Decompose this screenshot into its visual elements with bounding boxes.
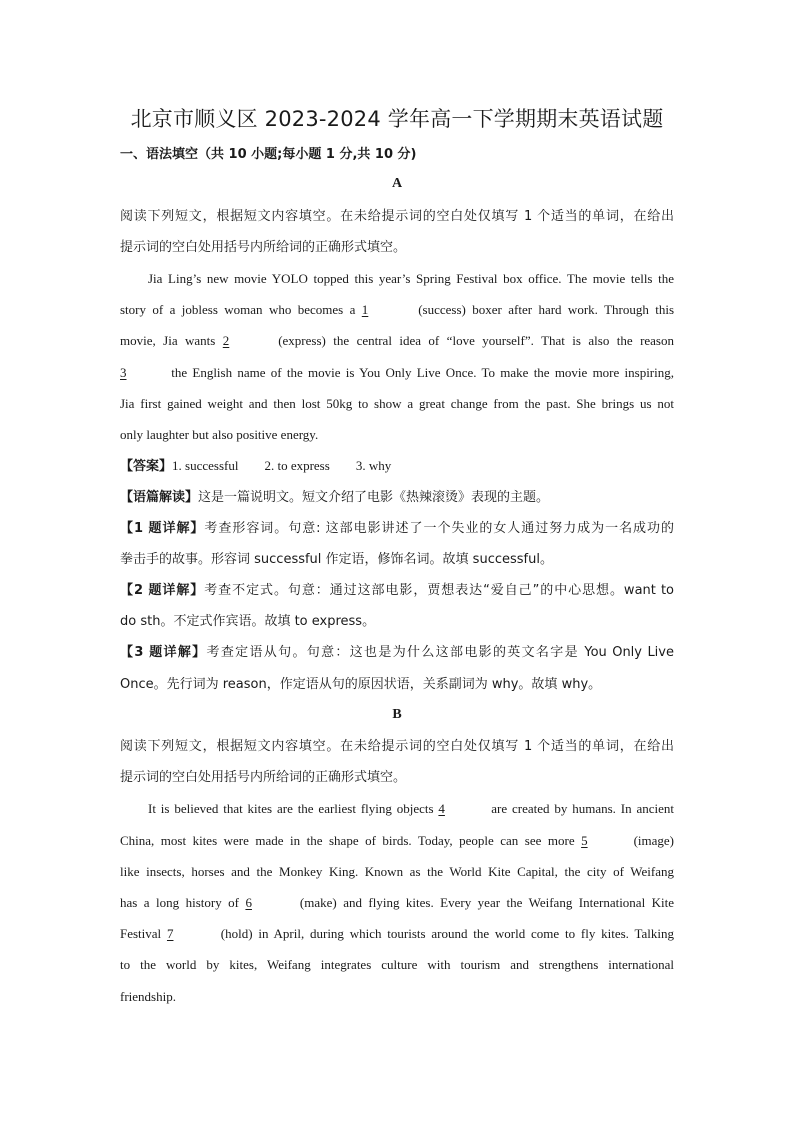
blank-1[interactable]: 1 (361, 302, 369, 317)
answer-line (120, 457, 674, 476)
part-a-label: A (391, 176, 403, 191)
part-a-passage-line-4 (120, 364, 674, 382)
detail-1-line-2: 拳击手的故事。形容词 successful 作定语，修饰名词。故填 successful。 (120, 552, 553, 567)
section-heading: 一、语法填空（共 10 小题;每小题 1 分,共 10 分) (120, 147, 417, 162)
text-segment: It is believed that kites are the earliest flying objects (148, 801, 434, 816)
text-segment: has a long history of (120, 895, 239, 910)
text-segment: (hold) in April, during which tourists around the world come to fly kites. Talking (220, 926, 675, 941)
detail-1-label: 【1 题详解】 (120, 521, 205, 536)
reading-line (120, 489, 674, 507)
part-b-label: B (392, 707, 402, 722)
part-a-passage-line-5: Jia first gained weight and then lost 50kg to show a great change from the past. She brings us not (120, 396, 674, 411)
part-b-instruction-1: 阅读下列短文，根据短文内容填空。在未给提示词的空白处仅填写 1 个适当的单词，在给出 (120, 739, 674, 754)
detail-2-text: 考查不定式。句意：通过这部电影，贾想表达“爱自己”的中心思想。want to (204, 583, 674, 598)
text-segment: are created by humans. In ancient (491, 801, 675, 816)
detail-1-line-1 (120, 520, 674, 538)
text-segment: (image) (633, 833, 675, 848)
text-segment: movie, Jia wants (120, 333, 216, 348)
detail-3-line-1 (120, 644, 674, 662)
part-b-passage-line-5 (120, 925, 674, 943)
part-a-passage-line-6: only laughter but also positive energy. (120, 427, 319, 442)
text-segment: story of a jobless woman who becomes a (120, 302, 356, 317)
text-segment: (express) the central idea of “love yourself”. That is also the reason (278, 333, 674, 348)
answer-3: 3. why (355, 458, 392, 473)
part-b-passage-line-2 (120, 832, 674, 850)
answer-2: 2. to express (264, 458, 330, 473)
detail-2-line-2: do sth。不定式作宾语。故填 to express。 (120, 614, 376, 629)
detail-3-line-2: Once。先行词为 reason，作定语从句的原因状语，关系副词为 why。故填 why。 (120, 677, 602, 692)
part-b-instruction-2: 提示词的空白处用括号内所给词的正确形式填空。 (120, 770, 407, 785)
blank-6[interactable]: 6 (245, 895, 252, 910)
part-b-passage-line-6: to the world by kites, Weifang integrates culture with tourism and strengthens international (120, 957, 674, 972)
blank-5[interactable]: 5 (581, 833, 588, 848)
part-b-passage-line-1 (120, 800, 674, 818)
text-segment: Festival (120, 926, 162, 941)
detail-2-line-1 (120, 582, 674, 600)
text-segment: (make) and flying kites. Every year the Weifang International Kite (299, 895, 675, 910)
part-a-instruction-2: 提示词的空白处用括号内所给词的正确形式填空。 (120, 240, 407, 255)
part-b-passage-line-4 (120, 894, 674, 912)
blank-2[interactable]: 2 (222, 333, 230, 348)
blank-3[interactable]: 3 (120, 365, 127, 380)
answer-1: 1. successful (172, 458, 239, 473)
text-segment: China, most kites were made in the shape of birds. Today, people can see more (120, 833, 575, 848)
part-b-passage-line-3: like insects, horses and the Monkey King. Known as the World Kite Capital, the city of Weifang (120, 864, 674, 879)
reading-text: 这是一篇说明文。短文介绍了电影《热辣滚烫》表现的主题。 (198, 490, 550, 505)
text-segment: the English name of the movie is You Only Live Once. To make the movie more inspiring, (171, 365, 674, 380)
page-title: 北京市顺义区 2023-2024 学年高一下学期期末英语试题 (130, 107, 664, 131)
text-segment: (success) boxer after hard work. Through this (418, 302, 675, 317)
detail-2-label: 【2 题详解】 (120, 583, 205, 598)
blank-7[interactable]: 7 (166, 926, 174, 941)
part-a-passage-line-1: Jia Ling’s new movie YOLO topped this year’s Spring Festival box office. The movie tells the (148, 271, 674, 286)
detail-3-text: 考查定语从句。句意：这也是为什么这部电影的英文名字是 You Only Live (206, 645, 674, 660)
part-b-passage-line-7: friendship. (120, 989, 176, 1004)
part-a-instruction-1: 阅读下列短文，根据短文内容填空。在未给提示词的空白处仅填写 1 个适当的单词，在给出 (120, 209, 674, 224)
answer-label: 【答案】 (120, 459, 173, 474)
part-a-passage-line-2 (120, 301, 674, 319)
detail-3-label: 【3 题详解】 (120, 645, 207, 660)
blank-4[interactable]: 4 (438, 801, 445, 816)
part-a-passage-line-3 (120, 332, 674, 350)
reading-label: 【语篇解读】 (120, 490, 199, 505)
detail-1-text: 考查形容词。句意: 这部电影讲述了一个失业的女人通过努力成为一名成功的 (204, 521, 674, 536)
